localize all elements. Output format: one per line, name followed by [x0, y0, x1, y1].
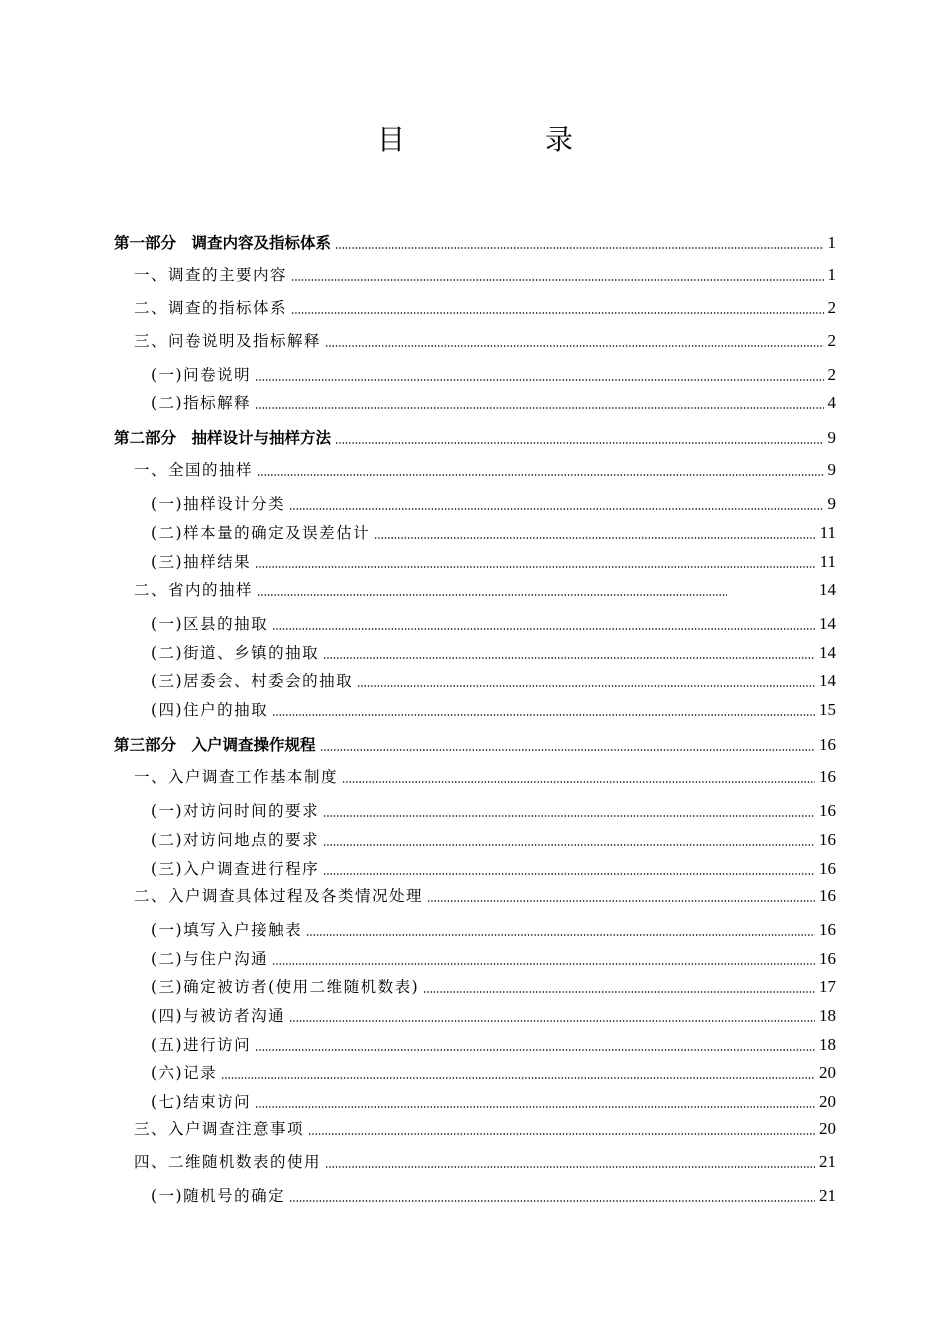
- toc-entry-page-number: 16: [819, 767, 836, 786]
- toc-entry-label: (二)对访问地点的要求: [151, 831, 320, 849]
- toc-entry[interactable]: [134, 576, 836, 600]
- toc-entry-label: 一、全国的抽样: [134, 461, 254, 479]
- toc-entry-label: 第二部分 抽样设计与抽样方法: [114, 429, 332, 447]
- dot-leader: [320, 749, 815, 751]
- dot-leader: [427, 900, 815, 902]
- toc-entry-label: 一、调查的主要内容: [134, 266, 288, 284]
- toc-entry-label: 第一部分 调查内容及指标体系: [114, 234, 332, 252]
- dot-leader: [323, 815, 815, 817]
- toc-entry-page-number: 16: [819, 830, 836, 849]
- toc-entry-page-number: 4: [827, 393, 836, 412]
- dot-leader: [255, 566, 816, 568]
- toc-entry[interactable]: [114, 229, 836, 253]
- toc-entry[interactable]: [151, 548, 836, 572]
- toc-entry-label: 四、二维随机数表的使用: [134, 1153, 322, 1171]
- toc-entry-label: (七)结束访问: [151, 1093, 252, 1111]
- toc-entry-page-number: 17: [819, 977, 836, 996]
- dot-leader: [291, 312, 823, 314]
- toc-entry-label: (一)问卷说明: [151, 366, 252, 384]
- toc-entry-page-number: 20: [819, 1119, 836, 1138]
- dot-leader: [325, 1166, 815, 1168]
- toc-entry[interactable]: [151, 667, 836, 691]
- dot-leader: [357, 685, 815, 687]
- toc-entry-label: 第三部分 入户调查操作规程: [114, 736, 316, 754]
- dot-leader: [291, 279, 823, 281]
- toc-entry-label: 二、调查的指标体系: [134, 299, 288, 317]
- toc-entry-page-number: 14: [819, 671, 836, 690]
- toc-entry-page-number: 11: [819, 523, 836, 542]
- toc-entry[interactable]: [134, 261, 836, 285]
- dot-leader: [255, 1049, 815, 1051]
- toc-entry-page-number: 16: [819, 949, 836, 968]
- toc-entry[interactable]: [134, 1148, 836, 1172]
- dot-leader: [306, 934, 815, 936]
- toc-entry[interactable]: [151, 389, 836, 413]
- toc-entry[interactable]: [151, 945, 836, 969]
- toc-entry-label: 二、入户调查具体过程及各类情况处理: [134, 887, 424, 905]
- toc-entry[interactable]: [134, 882, 836, 906]
- dot-leader: [257, 474, 823, 476]
- dot-leader: [289, 1020, 815, 1022]
- toc-entry[interactable]: [151, 639, 836, 663]
- dot-leader: [255, 379, 823, 381]
- toc-entry[interactable]: [134, 327, 836, 351]
- toc-entry-label: 三、问卷说明及指标解释: [134, 332, 322, 350]
- toc-entry-page-number: 9: [827, 460, 836, 479]
- toc-entry-page-number: 11: [819, 552, 836, 571]
- toc-entry-page-number: 16: [819, 801, 836, 820]
- toc-entry-page-number: 9: [827, 428, 836, 447]
- toc-entry-page-number: 18: [819, 1035, 836, 1054]
- toc-entry-page-number: 20: [819, 1092, 836, 1111]
- toc-entry[interactable]: [151, 1002, 836, 1026]
- toc-entry-page-number: 16: [819, 920, 836, 939]
- dot-leader: [272, 714, 815, 716]
- toc-entry-label: (一)对访问时间的要求: [151, 802, 320, 820]
- toc-entry[interactable]: [151, 361, 836, 385]
- toc-entry[interactable]: [151, 490, 836, 514]
- toc-entry-page-number: 14: [819, 614, 836, 633]
- dot-leader: [335, 442, 823, 444]
- toc-entry-label: (一)区县的抽取: [151, 615, 269, 633]
- toc-entry-label: (一)填写入户接触表: [151, 921, 303, 939]
- dot-leader: [342, 781, 815, 783]
- dot-leader: [423, 991, 815, 993]
- toc-entry-label: (一)随机号的确定: [151, 1187, 286, 1205]
- toc-entry[interactable]: [151, 826, 836, 850]
- toc-entry-page-number: 14: [819, 580, 836, 599]
- toc-entry-label: (四)住户的抽取: [151, 701, 269, 719]
- toc-entry-page-number: 2: [827, 331, 836, 350]
- toc-entry-page-number: 1: [827, 265, 836, 284]
- toc-entry-label: (四)与被访者沟通: [151, 1007, 286, 1025]
- toc-entry-page-number: 14: [819, 643, 836, 662]
- dot-leader: [255, 407, 823, 409]
- toc-entry-page-number: 16: [819, 886, 836, 905]
- toc-entry[interactable]: [151, 973, 836, 997]
- toc-entry[interactable]: [151, 1031, 836, 1055]
- toc-entry-label: (一)抽样设计分类: [151, 495, 286, 513]
- toc-entry-label: (二)街道、乡镇的抽取: [151, 644, 320, 662]
- toc-entry-page-number: 18: [819, 1006, 836, 1025]
- toc-entry[interactable]: [151, 1059, 836, 1083]
- toc-entry[interactable]: [151, 855, 836, 879]
- toc-entry-page-number: 20: [819, 1063, 836, 1082]
- toc-entry[interactable]: [134, 763, 836, 787]
- dot-leader: [308, 1133, 815, 1135]
- toc-entry-page-number: 21: [819, 1186, 836, 1205]
- toc-entry[interactable]: [151, 519, 836, 543]
- toc-entry-page-number: 16: [819, 735, 836, 754]
- toc-entry[interactable]: [151, 1088, 836, 1112]
- toc-entry-label: 一、入户调查工作基本制度: [134, 768, 339, 786]
- toc-entry-label: (三)入户调查进行程序: [151, 860, 320, 878]
- toc-entry-page-number: 1: [827, 233, 836, 252]
- dot-leader: [272, 628, 815, 630]
- toc-entry-page-number: 9: [827, 494, 836, 513]
- dot-leader: [289, 508, 823, 510]
- toc-entry-page-number: 16: [819, 859, 836, 878]
- toc-entry-label: (二)样本量的确定及误差估计: [151, 524, 371, 542]
- toc-entry-label: (五)进行访问: [151, 1036, 252, 1054]
- toc-entry[interactable]: [114, 424, 836, 448]
- toc-entry-label: (六)记录: [151, 1064, 218, 1082]
- toc-entry-page-number: 2: [827, 365, 836, 384]
- dot-leader: [335, 247, 823, 249]
- toc-entry[interactable]: [114, 731, 836, 755]
- dot-leader: [221, 1077, 815, 1079]
- toc-entry[interactable]: [151, 797, 836, 821]
- dot-leader: [257, 594, 727, 596]
- toc-entry-label: (二)与住户沟通: [151, 950, 269, 968]
- toc-entry[interactable]: [151, 1182, 836, 1206]
- toc-entry-page-number: 2: [827, 298, 836, 317]
- dot-leader: [325, 345, 823, 347]
- toc-entry[interactable]: [151, 696, 836, 720]
- dot-leader: [323, 844, 815, 846]
- toc-entry[interactable]: [151, 610, 836, 634]
- dot-leader: [255, 1106, 815, 1108]
- toc-entry-label: (三)确定被访者(使用二维随机数表): [151, 978, 420, 996]
- toc-entry[interactable]: [151, 916, 836, 940]
- toc-entry-label: (三)抽样结果: [151, 553, 252, 571]
- dot-leader: [272, 963, 815, 965]
- toc-entry-label: (三)居委会、村委会的抽取: [151, 672, 354, 690]
- toc-entry[interactable]: [134, 456, 836, 480]
- toc-entry[interactable]: [134, 1115, 836, 1139]
- toc-entry-page-number: 21: [819, 1152, 836, 1171]
- toc-entry-label: 二、省内的抽样: [134, 581, 254, 599]
- dot-leader: [374, 537, 816, 539]
- toc-entry-label: (二)指标解释: [151, 394, 252, 412]
- dot-leader: [289, 1200, 815, 1202]
- toc-entry-page-number: 15: [819, 700, 836, 719]
- toc-entry-label: 三、入户调查注意事项: [134, 1120, 305, 1138]
- dot-leader: [323, 873, 815, 875]
- toc-entry[interactable]: [134, 294, 836, 318]
- page-title: 目 录: [376, 123, 629, 156]
- dot-leader: [323, 657, 815, 659]
